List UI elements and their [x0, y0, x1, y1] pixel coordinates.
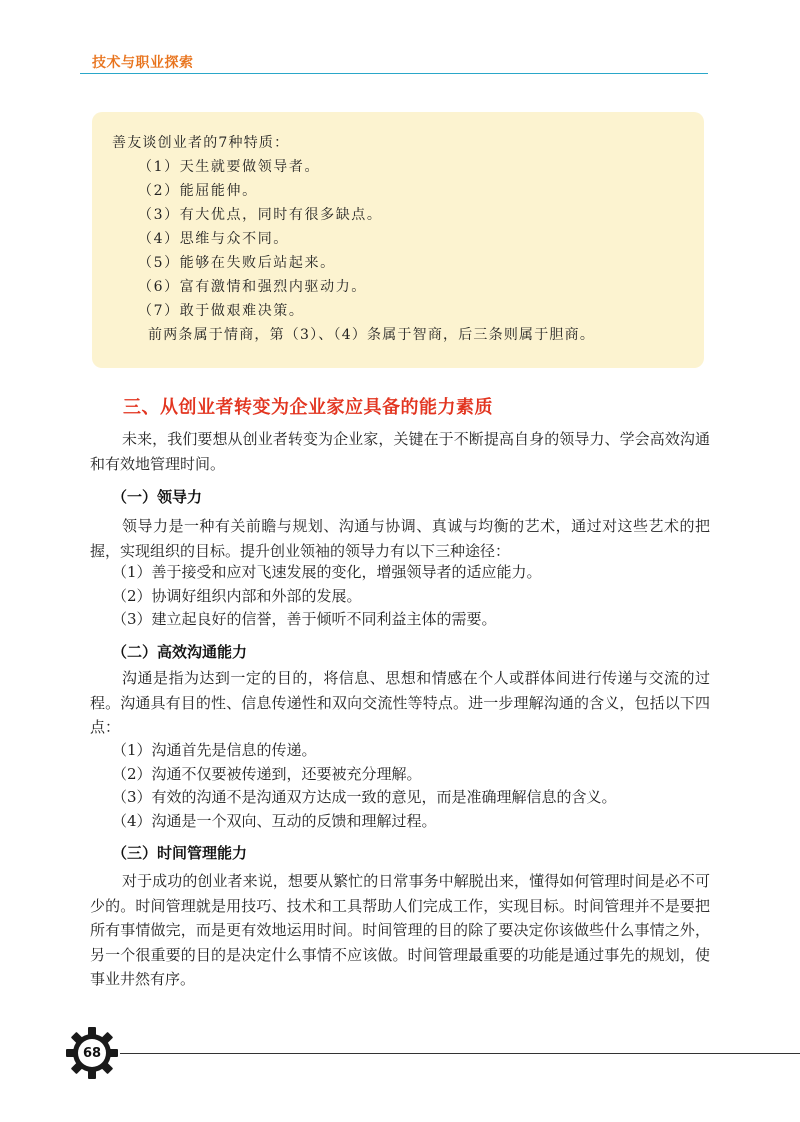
- leadership-list-item: （2）协调好组织内部和外部的发展。: [112, 586, 362, 605]
- callout-list-item: （1）天生就要做领导者。: [138, 159, 321, 175]
- section-intro-paragraph: 未来，我们要想从创业者转变为企业家，关键在于不断提高自身的领导力、学会高效沟通和有效地管理时间。: [90, 430, 710, 473]
- communication-list-item: （1）沟通首先是信息的传递。: [112, 741, 317, 759]
- leadership-list-item: （1）善于接受和应对飞速发展的变化，增强领导者的适应能力。: [112, 563, 542, 581]
- section-heading: 三、从创业者转变为企业家应具备的能力素质: [123, 397, 493, 418]
- communication-list-item: （3）有效的沟通不是沟通双方达成一致的意见，而是准确理解信息的含义。: [112, 788, 617, 806]
- callout-list-item: （7）敢于做艰难决策。: [138, 303, 305, 319]
- leadership-list-item: （3）建立起良好的信誉，善于倾听不同利益主体的需要。: [112, 610, 497, 628]
- communication-paragraph: 沟通是指为达到一定的目的，将信息、思想和情感在个人或群体间进行传递与交流的过程。沟通具有目的性、信息传递性和双向交流性等特点。进一步理解沟通的含义，包括以下四点：: [90, 669, 710, 736]
- callout-list-item: （6）富有激情和强烈内驱动力。: [138, 279, 367, 295]
- running-header-title: 技术与职业探索: [92, 55, 194, 71]
- callout-intro: 善友谈创业者的7种特质：: [112, 135, 290, 151]
- callout-list-item: （3）有大优点，同时有很多缺点。: [138, 207, 383, 223]
- time-management-paragraph: 对于成功的创业者来说，想要从繁忙的日常事务中解脱出来，懂得如何管理时间是必不可少的。时间管理就是用技巧、技术和工具帮助人们完成工作，实现目标。时间管理并不是要把所有事情做完，而是更有效地运用时间。时间管理的目的除了要决定你该做些什么事情之外，另一个很重要的目的是决定什么事情不应该做。时间管理最重要的功能是通过事先的规划，使事业井然有序。: [90, 872, 710, 988]
- leadership-list: [112, 561, 542, 632]
- subsection-heading-leadership: （一）领导力: [112, 488, 203, 506]
- page-number: 68: [82, 1045, 102, 1061]
- callout-list-item: （5）能够在失败后站起来。: [138, 255, 336, 271]
- communication-list-item: （2）沟通不仅要被传递到，还要被充分理解。: [112, 764, 422, 783]
- leadership-paragraph: 领导力是一种有关前瞻与规划、沟通与协调、真诚与均衡的艺术，通过对这些艺术的把握，实现组织的目标。提升创业领袖的领导力有以下三种途径：: [90, 517, 710, 560]
- callout-list: [138, 155, 383, 323]
- header-divider: [80, 73, 708, 74]
- callout-list-item: （2）能屈能伸。: [138, 183, 258, 199]
- callout-list-item: （4）思维与众不同。: [138, 231, 289, 247]
- callout-conclusion: 前两条属于情商，第（3）、（4）条属于智商，后三条则属于胆商。: [148, 327, 596, 343]
- subsection-heading-communication: （二）高效沟通能力: [112, 643, 248, 661]
- subsection-heading-time-management: （三）时间管理能力: [112, 844, 248, 862]
- communication-list-item: （4）沟通是一个双向、互动的反馈和理解过程。: [112, 811, 437, 830]
- footer-divider: [120, 1053, 800, 1054]
- communication-list: [112, 739, 617, 833]
